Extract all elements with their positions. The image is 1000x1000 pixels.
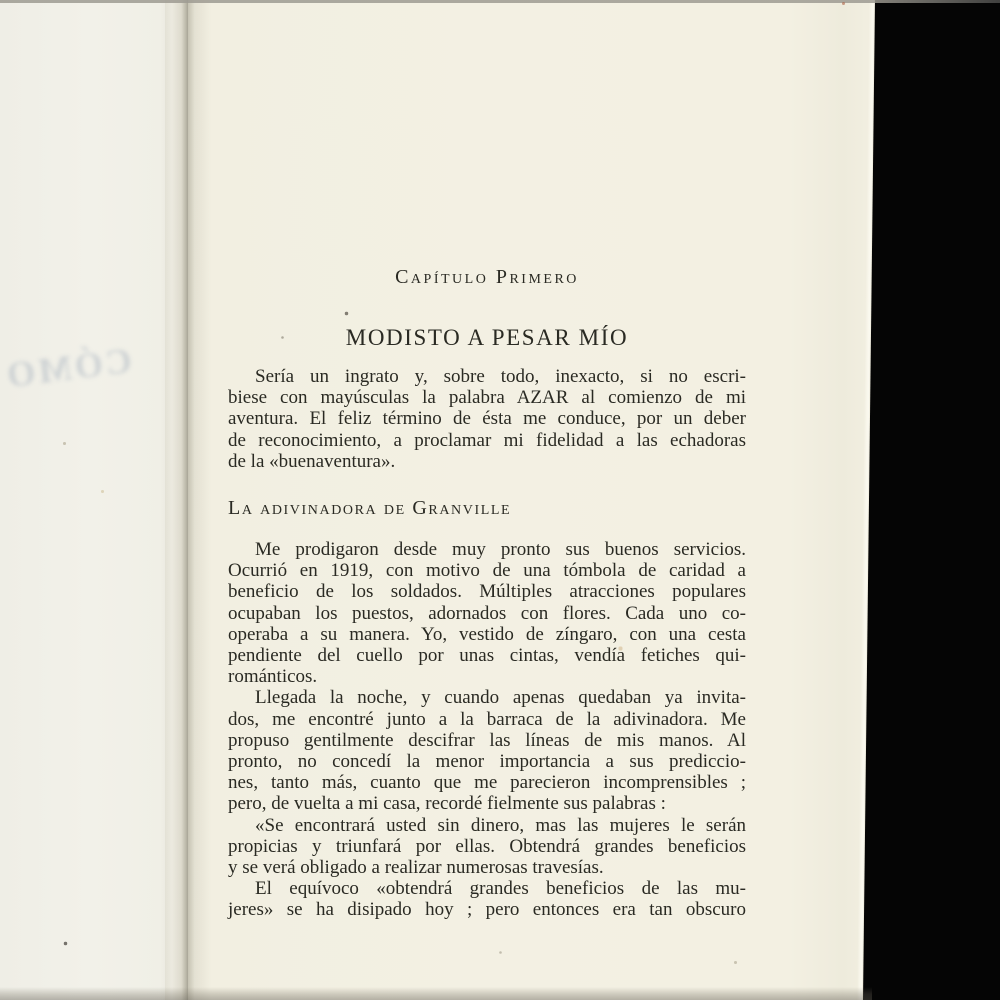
paragraph [228,878,746,920]
paragraph [228,815,746,879]
text-line: de reconocimiento, a proclamar mi fidelidad a las echadoras [228,429,746,451]
section-heading: La adivinadora de Granville [228,497,512,520]
text-line: operaba a su manera. Yo, vestido de zíngaro, con una cesta [228,623,746,645]
show-through-text: CÓMO [1,340,134,396]
text-line: El equívoco «obtendrá grandes beneficios de las mu- [255,878,746,900]
text-line: y se verá obligado a realizar numerosas travesías. [228,857,604,879]
left-facing-page [0,0,165,1000]
dust-specks [0,0,1,1]
text-line: pendiente del cuello por unas cintas, vendía fetiches qui- [228,645,746,667]
text-line: pero, de vuelta a mi casa, recordé fielmente sus palabras : [228,793,666,815]
chapter-heading: Capítulo Primero [395,266,579,288]
text-line: Llegada la noche, y cuando apenas quedaban ya invita- [255,687,746,709]
text-line: románticos. [228,666,318,688]
photo-top-edge [0,0,1000,3]
text-line: Ocurrió en 1919, con motivo de una tómbola de caridad a [228,560,746,582]
left-page-fold-edge [165,0,188,1000]
text-line: «Se encontrará usted sin dinero, mas las mujeres le serán [255,814,746,836]
text-line: dos, me encontré junto a la barraca de la adivinadora. Me [228,708,746,730]
page-text [228,266,746,921]
text-line: Sería un ingrato y, sobre todo, inexacto, si no escri- [255,366,746,387]
paragraph [228,539,746,687]
text-line: propicias y triunfará por ellas. Obtendrá grandes beneficios [228,835,746,857]
page-title: MODISTO A PESAR MÍO [345,325,629,350]
text-line: beneficio de los soldados. Múltiples atracciones populares [228,581,746,603]
text-line: aventura. El feliz término de ésta me conduce, por un deber [228,408,746,430]
text-line: jeres» se ha disipado hoy ; pero entonces era tan obscuro [228,899,746,921]
text-line: propuso gentilmente descifrar las líneas de mis manos. Al [228,729,746,751]
text-line: biese con mayúsculas la palabra AZAR al comienzo de mi [228,387,746,409]
paragraph [228,366,746,472]
text-line: de la «buenaventura». [228,450,396,472]
text-line: Me prodigaron desde muy pronto sus buenos servicios. [255,539,746,561]
paragraph [228,687,746,814]
text-line: ocupaban los puestos, adornados con flores. Cada uno co- [228,602,746,624]
text-line: nes, tanto más, cuanto que me parecieron incomprensibles ; [228,772,746,794]
text-line: pronto, no concedí la menor importancia a sus prediccio- [228,751,746,773]
page-edge [857,0,874,1000]
page-bottom-shadow [0,987,872,1000]
